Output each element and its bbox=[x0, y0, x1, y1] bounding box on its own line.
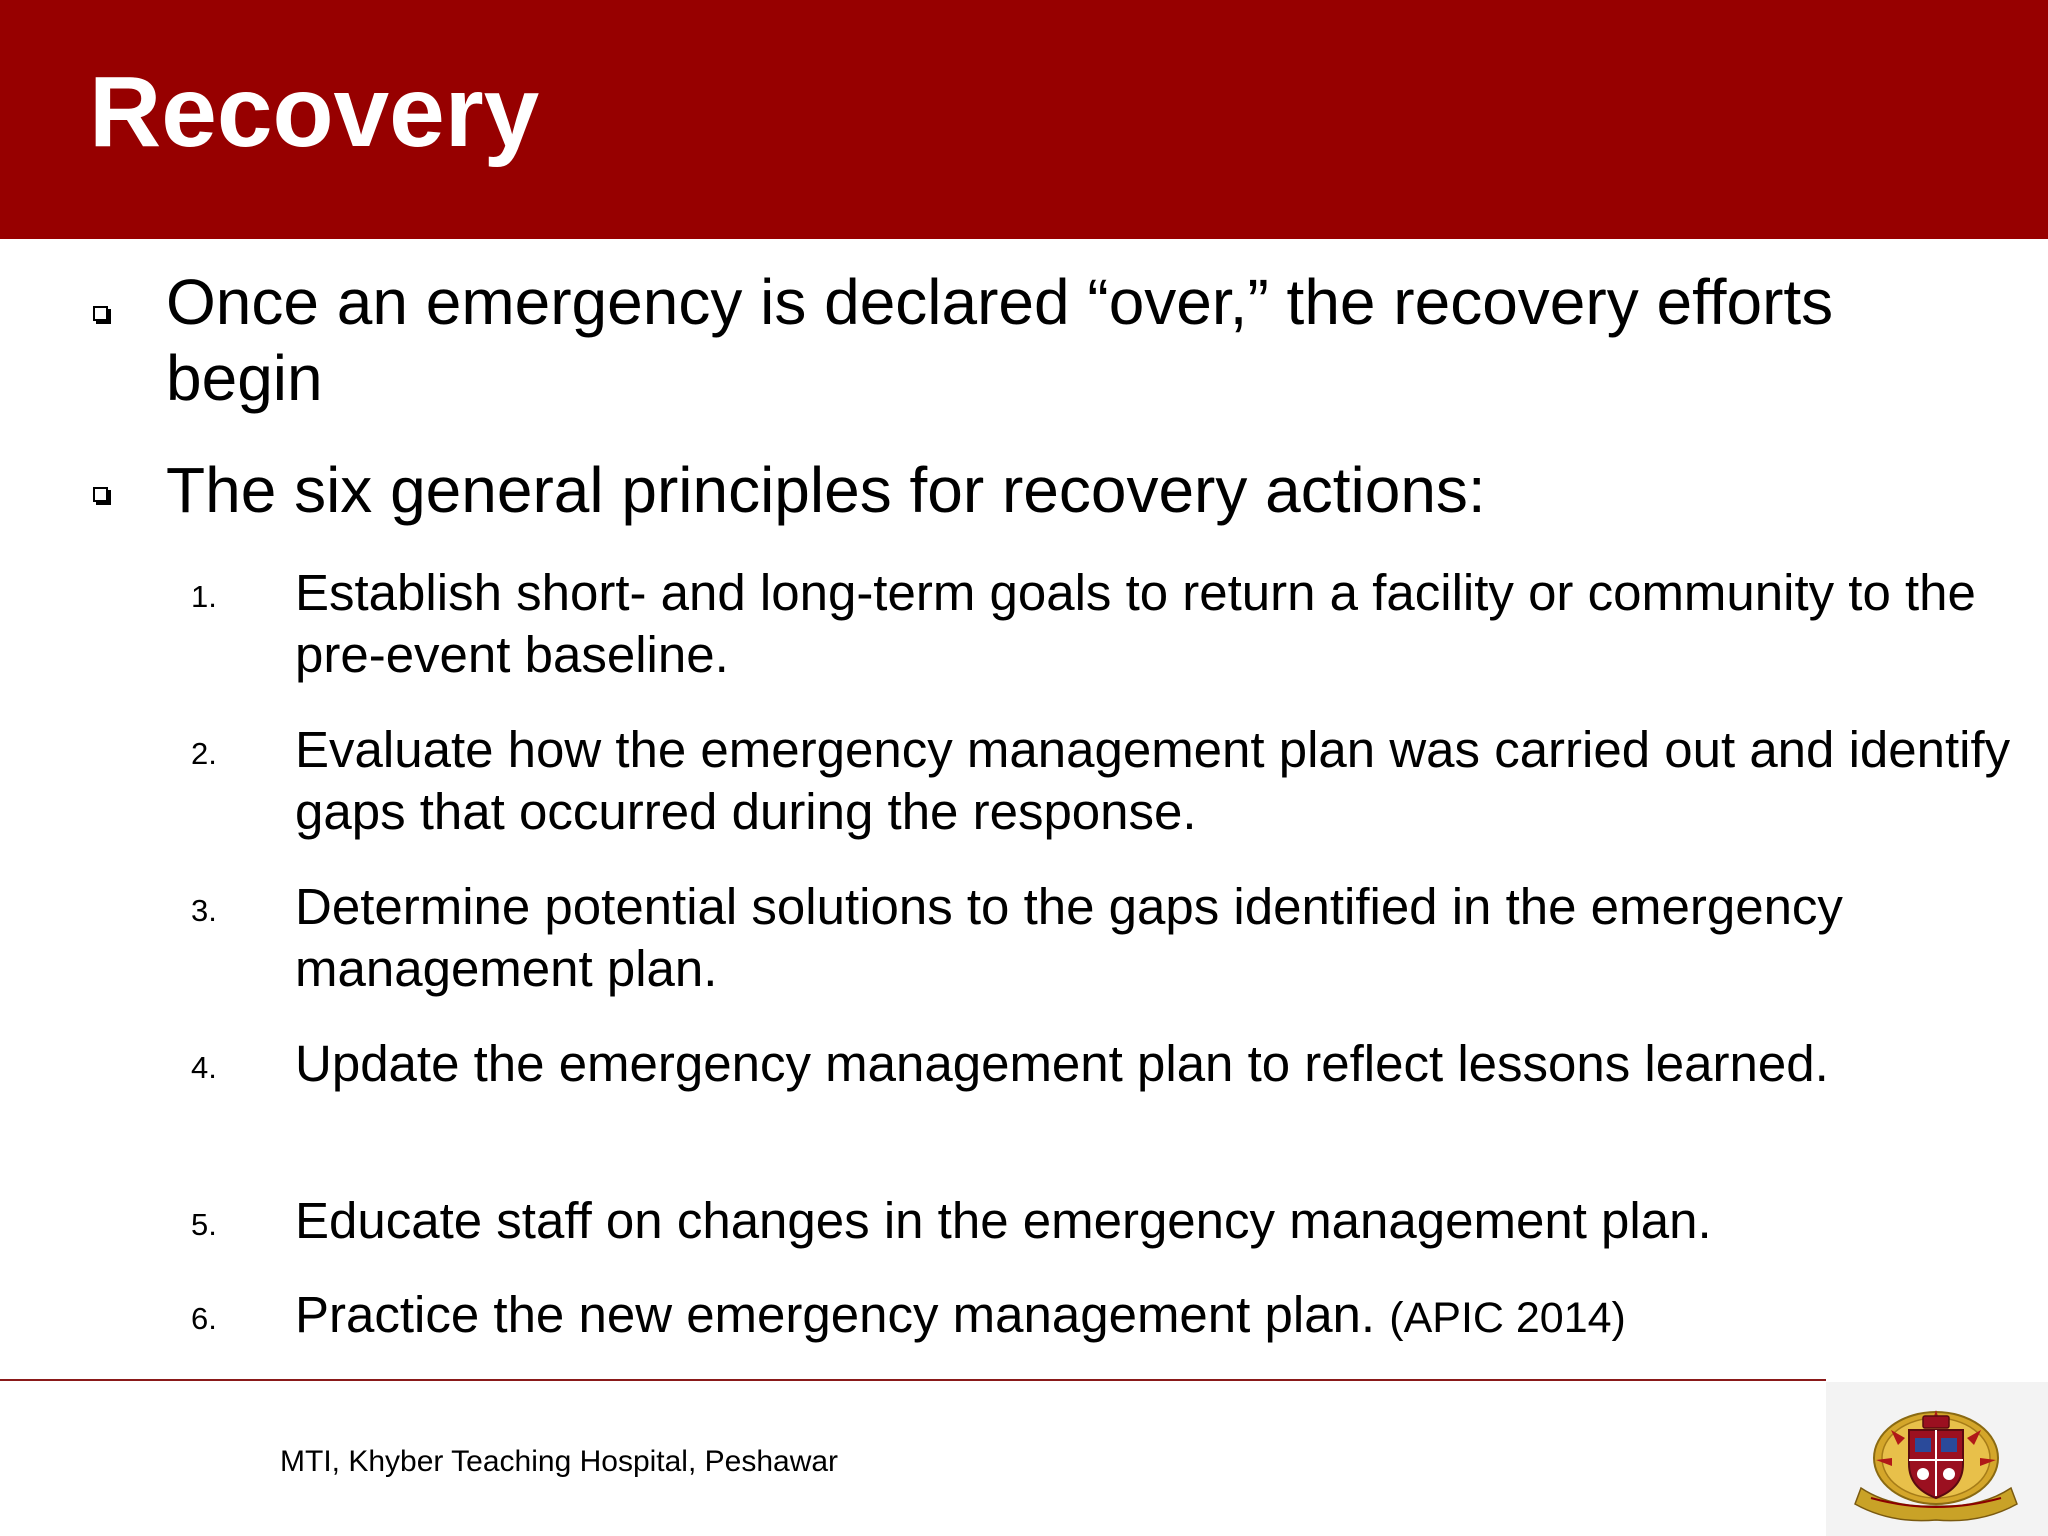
principle-number: 2. bbox=[191, 736, 217, 771]
checkbox-bullet-icon bbox=[93, 306, 108, 321]
institution-crest-icon bbox=[1851, 1400, 2021, 1522]
principle-text-main: Practice the new emergency management plan. bbox=[295, 1286, 1376, 1343]
principle-text: Update the emergency management plan to reflect lessons learned. bbox=[295, 1035, 1829, 1092]
principle-number: 6. bbox=[191, 1301, 217, 1336]
principle-text: Establish short- and long-term goals to return a facility or community to the pre-event baseline. bbox=[295, 564, 1976, 683]
citation: (APIC 2014) bbox=[1389, 1294, 1626, 1342]
footer-institution: MTI, Khyber Teaching Hospital, Peshawar bbox=[280, 1445, 839, 1478]
principle-text bbox=[295, 1284, 2015, 1349]
principle-text: Evaluate how the emergency management plan was carried out and identify gaps that occurred during the response. bbox=[295, 721, 2011, 840]
footer-divider bbox=[0, 1379, 1826, 1381]
principle-number: 5. bbox=[191, 1207, 217, 1242]
principle-number: 4. bbox=[191, 1050, 217, 1085]
principle-number: 3. bbox=[191, 893, 217, 928]
bullet-text: The six general principles for recovery actions: bbox=[166, 454, 1486, 526]
title-bar bbox=[0, 0, 2048, 239]
principle-number: 1. bbox=[191, 579, 217, 614]
checkbox-bullet-icon bbox=[93, 487, 108, 502]
principle-text: Educate staff on changes in the emergency management plan. bbox=[295, 1192, 1712, 1249]
bullet-text: Once an emergency is declared “over,” the recovery efforts begin bbox=[166, 266, 1834, 414]
principle-text: Determine potential solutions to the gaps identified in the emergency management plan. bbox=[295, 878, 1843, 997]
slide-title: Recovery bbox=[89, 56, 540, 168]
